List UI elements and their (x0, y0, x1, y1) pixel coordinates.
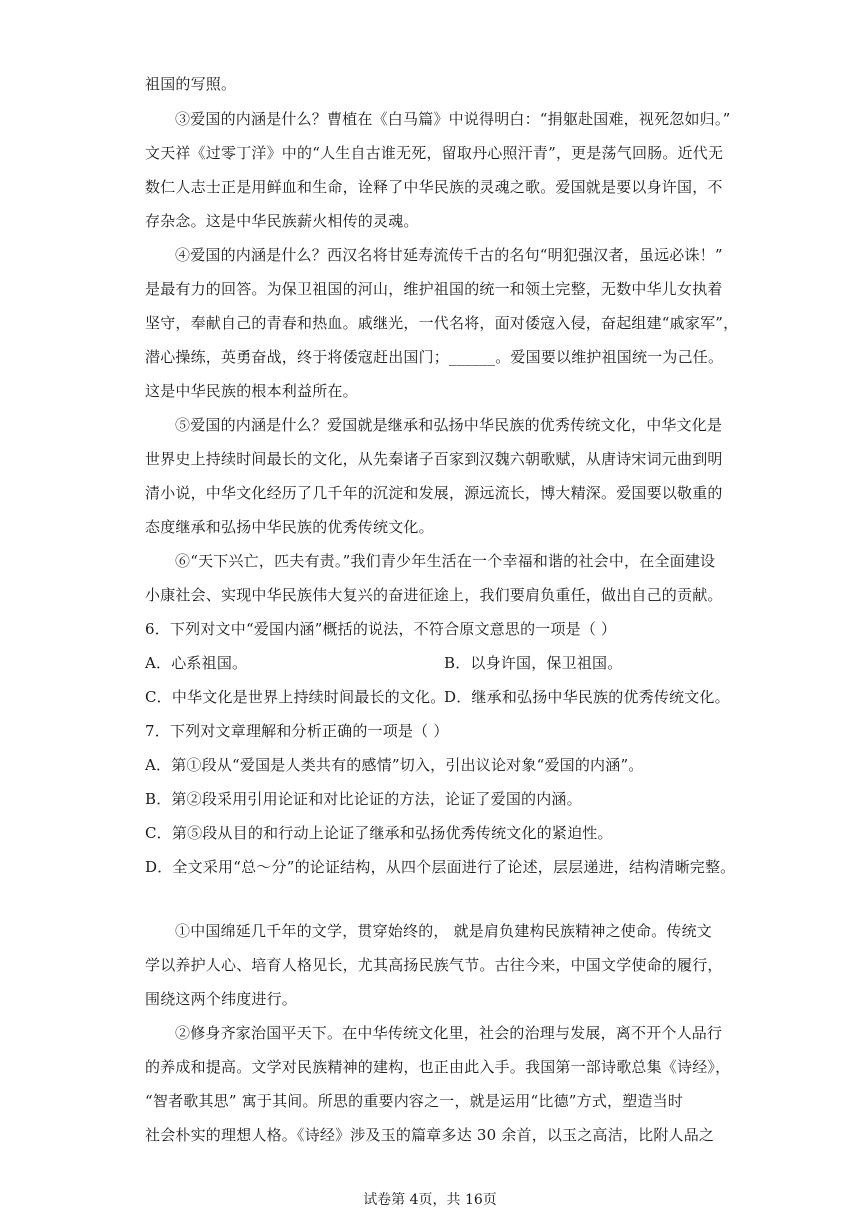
paragraph-4-line: 是最有力的回答。为保卫祖国的河山，维护祖国的统一和领土完整，无数中华儿女执着 (145, 280, 723, 298)
question-6-option-c: C．中华文化是世界上持续时间最长的文化。 (145, 688, 446, 706)
paragraph-4-line: 潜心操练，英勇奋战，终于将倭寇赶出国门；______。爱国要以维护祖国统一为己任。 (145, 348, 724, 366)
paragraph-3-line: 文天祥《过零丁洋》中的“人生自古谁无死，留取丹心照汗青”，更是荡气回肠。近代无 (145, 144, 724, 162)
paragraph-5-line: ⑤爱国的内涵是什么？爱国就是继承和弘扬中华民族的优秀传统文化，中华文化是 (175, 416, 723, 434)
passage-2-paragraph-2-line: ②修身齐家治国平天下。在中华传统文化里，社会的治理与发展，离不开个人品行 (175, 1024, 723, 1042)
question-7-option-d: D．全文采用“总～分”的论证结构，从四个层面进行了论述，层层递进，结构清晰完整。 (145, 858, 736, 876)
question-7-option-c: C．第⑤段从目的和行动上论证了继承和弘扬优秀传统文化的紧迫性。 (145, 824, 613, 842)
paragraph-5-line: 清小说，中华文化经历了几千年的沉淀和发展，源远流长，博大精深。爱国要以敬重的 (145, 484, 723, 502)
paragraph-4-line: 坚守，奉献自己的青春和热血。戚继光，一代名将，面对倭寇入侵，奋起组建“戚家军”， (145, 314, 739, 332)
passage-2-paragraph-1-line: ①中国绵延几千年的文学，贯穿始终的， 就是肩负建构民族精神之使命。传统文 (175, 922, 712, 940)
paragraph-1-tail: 祖国的写照。 (145, 75, 237, 93)
question-7-stem: 7．下列对文章理解和分析正确的一项是（ ） (145, 722, 449, 740)
passage-2-paragraph-1-line: 学以养护人心、培育人格见长，尤其高扬民族气节。古往今来，中国文学使命的履行， (145, 956, 723, 974)
question-7-option-b: B．第②段采用引用论证和对比论证的方法，论证了爱国的内涵。 (145, 790, 582, 808)
question-6-stem: 6．下列对文中“爱国内涵”概括的说法，不符合原文意思的一项是（ ） (145, 620, 617, 638)
question-6-option-d: D．继承和弘扬中华民族的优秀传统文化。 (444, 688, 730, 706)
question-6-option-a: A．心系祖国。 (145, 654, 248, 672)
question-7-option-a: A．第①段从“爱国是人类共有的感情”切入，引出议论对象“爱国的内涵”。 (145, 756, 644, 774)
paragraph-3-line: 数仁人志士正是用鲜血和生命，诠释了中华民族的灵魂之歌。爱国就是要以身许国，不 (145, 178, 723, 196)
paragraph-4-line: ④爱国的内涵是什么？西汉名将甘延寿流传千古的名句“明犯强汉者，虽远必诛！” (175, 246, 723, 264)
paragraph-5-line: 态度继承和弘扬中华民族的优秀传统文化。 (145, 518, 434, 536)
paragraph-6-line: ⑥“天下兴亡，匹夫有责。”我们青少年生活在一个幸福和谐的社会中，在全面建设 (175, 552, 716, 570)
passage-2-paragraph-1-line: 围绕这两个纬度进行。 (145, 990, 298, 1008)
paragraph-4-line: 这是中华民族的根本利益所在。 (145, 382, 358, 400)
paragraph-3-line: ③爱国的内涵是什么？曹植在《白马篇》中说得明白：“捐躯赴国难，视死忽如归。” (175, 110, 731, 128)
paragraph-5-line: 世界史上持续时间最长的文化，从先秦诸子百家到汉魏六朝歌赋，从唐诗宋词元曲到明 (145, 450, 723, 468)
passage-2-paragraph-2-line: 的养成和提高。文学对民族精神的建构，也正由此入手。我国第一部诗歌总集《诗经》， (145, 1058, 731, 1076)
paragraph-6-line: 小康社会、实现中华民族伟大复兴的奋进征途上，我们要肩负重任，做出自己的贡献。 (145, 586, 723, 604)
question-6-option-b: B．以身许国，保卫祖国。 (444, 654, 623, 672)
page-footer: 试卷第 4页，共 16页 (363, 1192, 497, 1208)
paragraph-3-line: 存杂念。这是中华民族薪火相传的灵魂。 (145, 212, 419, 230)
passage-2-paragraph-2-line: “智者歌其思” 寓于其间。所思的重要内容之一，就是运用“比德”方式，塑造当时 (145, 1092, 684, 1110)
passage-2-paragraph-2-line: 社会朴实的理想人格。《诗经》涉及玉的篇章多达 30 余首，以玉之高洁，比附人品之 (145, 1126, 715, 1144)
